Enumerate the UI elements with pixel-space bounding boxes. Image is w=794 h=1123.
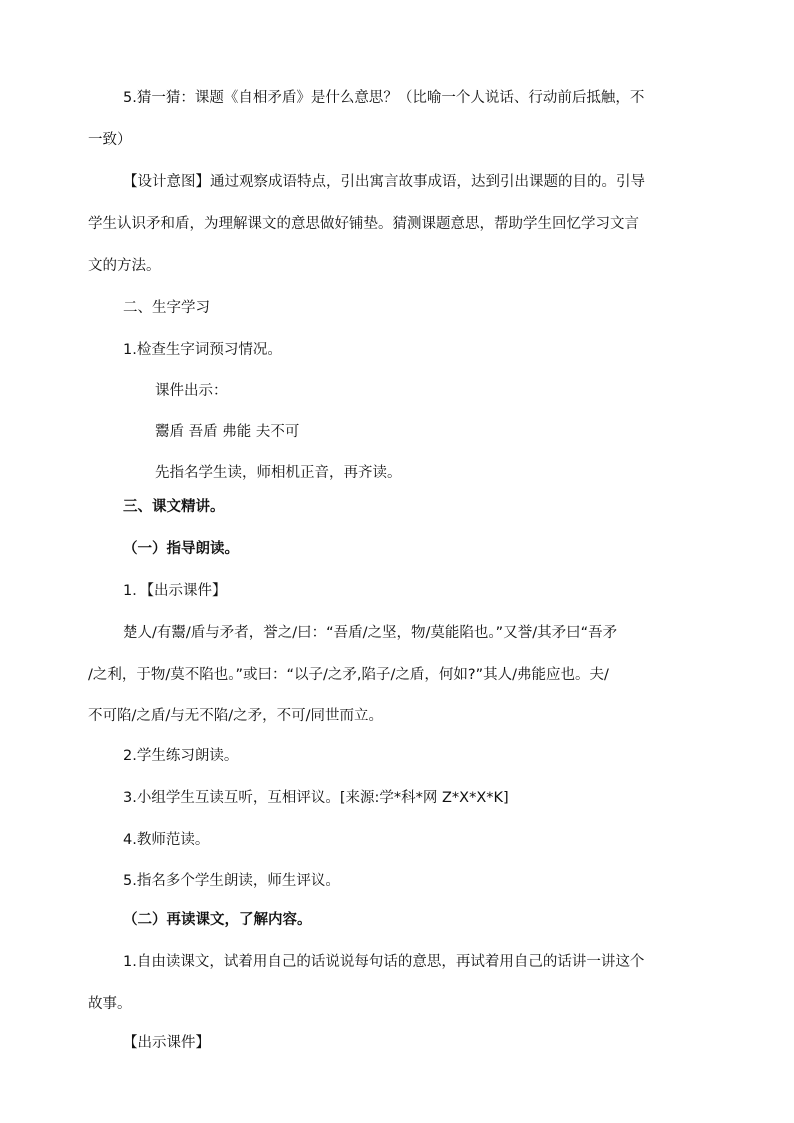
design-intent-line-2: 学生认识矛和盾，为理解课文的意思做好铺垫。猜测课题意思，帮助学生回忆学习文言 bbox=[88, 216, 639, 232]
design-intent-line-3: 文的方法。 bbox=[88, 258, 161, 274]
vocabulary-words: 鬻盾 吾盾 弗能 夫不可 bbox=[155, 424, 300, 440]
characters-item-1: 1.检查生字词预习情况。 bbox=[123, 342, 282, 358]
reread-courseware-label: 【出示课件】 bbox=[123, 1035, 210, 1051]
reading-item-2: 2.学生练习朗读。 bbox=[123, 748, 239, 764]
classical-text-line-1: 楚人/有鬻/盾与矛者，誉之/曰：“吾盾/之坚，物/莫能陷也。”又誉/其矛曰“吾矛 bbox=[123, 625, 618, 641]
classical-text-line-2: /之利，于物/莫不陷也。”或曰：“以子/之矛,陷子/之盾，何如?”其人/弗能应也。夫/ bbox=[88, 667, 609, 683]
paragraph-guess-line-2: 一致） bbox=[88, 132, 132, 148]
design-intent-line-1: 【设计意图】通过观察成语特点，引出寓言故事成语，达到引出课题的目的。引导 bbox=[123, 174, 645, 190]
reading-item-3: 3.小组学生互读互听，互相评议。[来源:学*科*网 Z*X*X*K] bbox=[123, 790, 509, 806]
reading-item-5: 5.指名多个学生朗读，师生评议。 bbox=[123, 873, 340, 889]
reading-instruction: 先指名学生读，师相机正音，再齐读。 bbox=[155, 465, 402, 481]
reread-item-1-line-1: 1.自由读课文，试着用自己的话说说每句话的意思，再试着用自己的话讲一讲这个 bbox=[123, 954, 645, 970]
reading-item-1: 1．【出示课件】 bbox=[123, 583, 227, 599]
subsection-heading-reading: （一）指导朗读。 bbox=[123, 541, 239, 557]
section-heading-text-study: 三、课文精讲。 bbox=[123, 499, 225, 515]
subsection-heading-reread: （二）再读课文，了解内容。 bbox=[123, 912, 312, 928]
paragraph-guess-line-1: 5.猜一猜：课题《自相矛盾》是什么意思？（比喻一个人说话、行动前后抵触，不 bbox=[123, 90, 645, 106]
courseware-label: 课件出示： bbox=[155, 383, 228, 399]
classical-text-line-3: 不可陷/之盾/与无不陷/之矛，不可/同世而立。 bbox=[88, 708, 384, 724]
reread-item-1-line-2: 故事。 bbox=[88, 996, 132, 1012]
reading-item-4: 4.教师范读。 bbox=[123, 832, 210, 848]
section-heading-characters: 二、生字学习 bbox=[123, 300, 210, 316]
